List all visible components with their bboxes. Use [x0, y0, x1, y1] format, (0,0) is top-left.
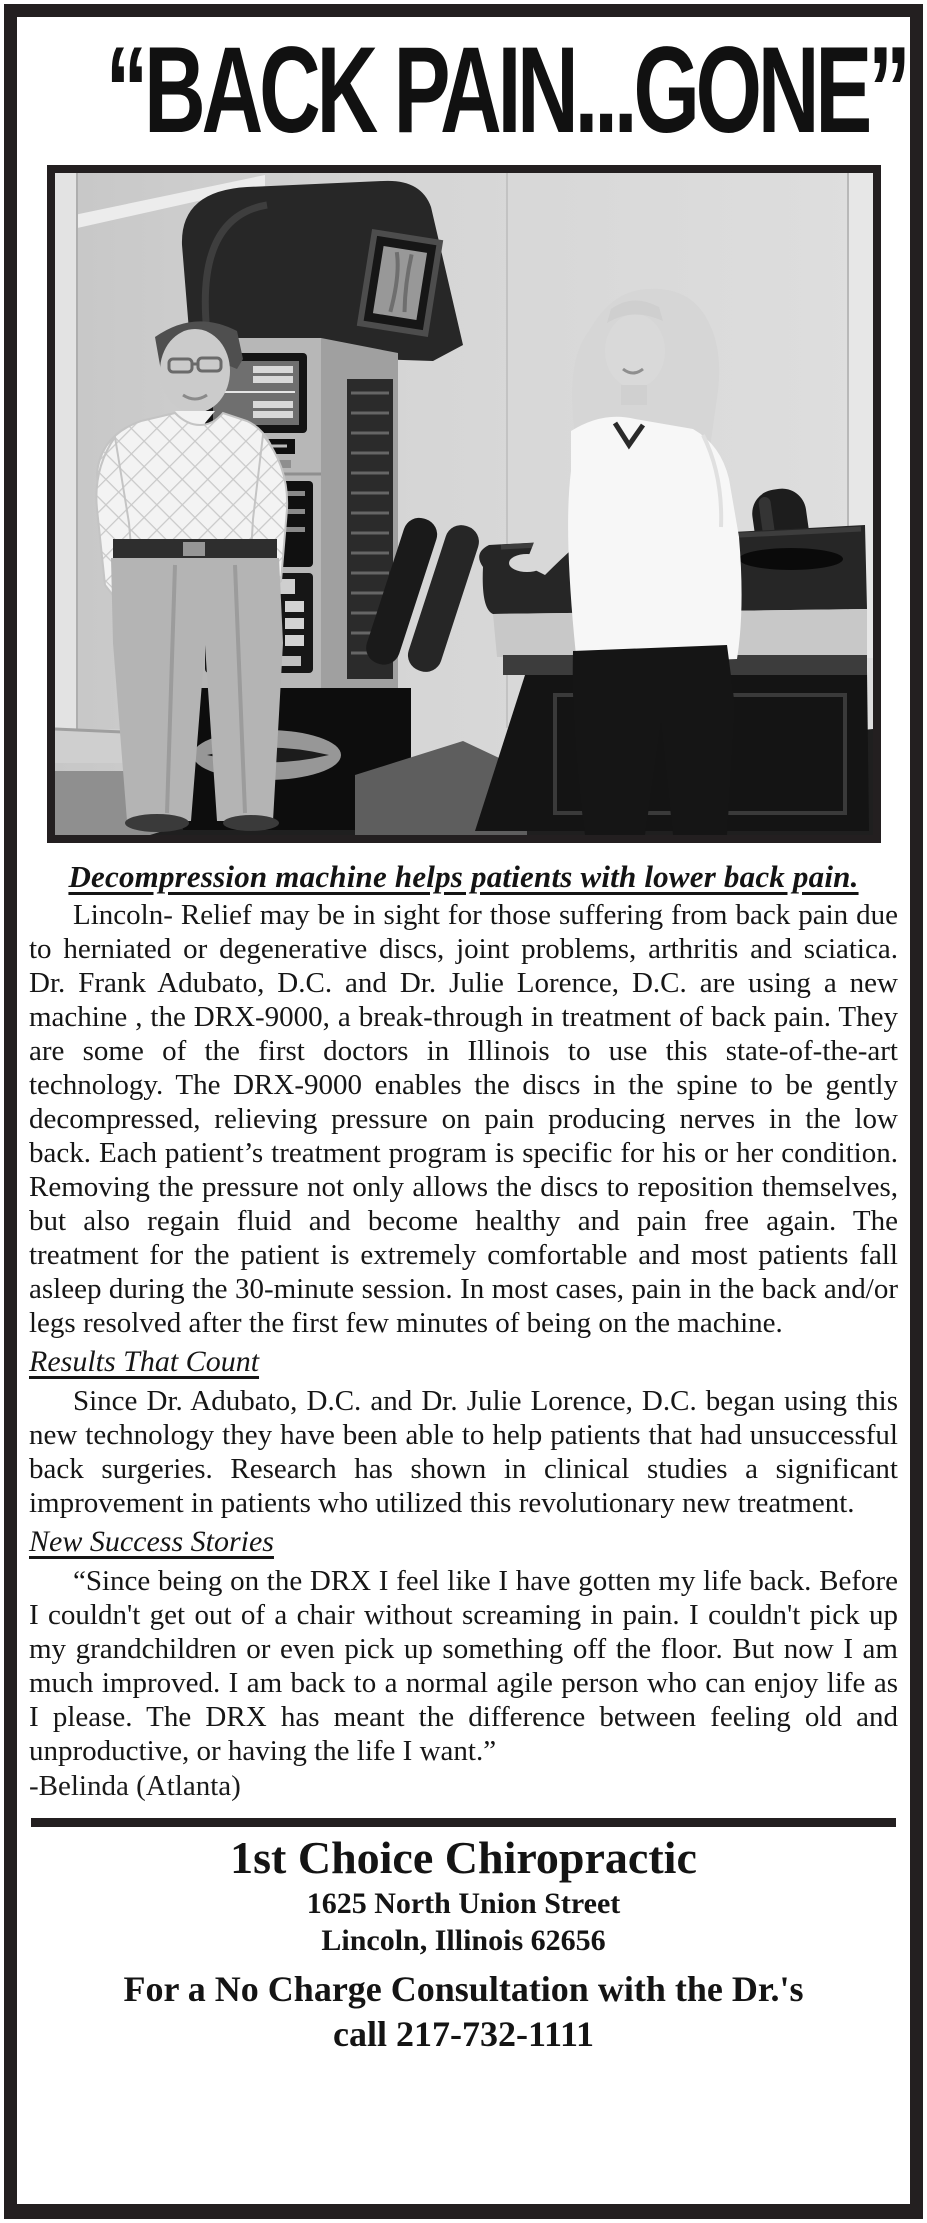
section-title-success: New Success Stories	[29, 1525, 274, 1558]
address-city: Lincoln, Illinois 62656	[321, 1924, 606, 1957]
left-door-frame	[55, 173, 77, 731]
woman-face	[605, 314, 665, 388]
woman-hand	[509, 554, 545, 572]
address-street: 1625 North Union Street	[306, 1887, 621, 1920]
phone-number: call 217-732-1111	[333, 2014, 594, 2054]
photo-caption: Decompression machine helps patients with lower back pain.	[68, 859, 859, 894]
article-paragraph-1: Lincoln- Relief may be in sight for those suffering from back pain due to herniated or degenerative discs, joint problems, arthritis and sciatica. Dr. Frank Adubato, D.C. and Dr. Julie Lorence, D.C. are using a new machine , the DRX-9000, a break-through in treatment of back pain. They are some of the first doctors in Illinois to use this state-of-the-art technology. The DRX-9000 enables the discs in the spine to be gently decompressed, relieving pressure on pain producing nerves in the low back. Each patient’s treatment program is specific for his or her condition. Removing the pressure not only allows the discs to reposition themselves, but also regain fluid and become healthy and pain free again. The treatment for the patient is extremely comfortable and most patients fall asleep during the 30-minute session. In most cases, pain in the back and/or legs resolved after the first few minutes of being on the machine.	[29, 899, 898, 1339]
consultation-offer: For a No Charge Consultation with the Dr.'s	[123, 1969, 804, 2009]
woman-top	[568, 417, 741, 665]
divider-rule	[31, 1818, 896, 1827]
article-paragraph-2: Since Dr. Adubato, D.C. and Dr. Julie Lorence, D.C. began using this new technology they have been able to help patients that had unsuccessful back surgeries. Research has shown in clinical studies a significant improvement in patients who utilized this revolutionary new treatment.	[29, 1385, 898, 1519]
headline: “BACK PAIN...GONE”	[105, 22, 907, 160]
man-shoe	[125, 814, 189, 832]
testimonial-attribution: -Belinda (Atlanta)	[29, 1770, 241, 1802]
ad-border-box	[4, 4, 923, 2219]
clinic-name: 1st Choice Chiropractic	[230, 1832, 697, 1883]
photo	[47, 165, 881, 843]
article-paragraph-3: “Since being on the DRX I feel like I have gotten my life back. Before I couldn't get out of a chair without screaming in pain. I couldn't pick up my grandchildren or even pick up something off the floor. But now I am much improved. I am back to a normal agile person who can enjoy life as I please. The DRX has meant the difference between feeling old and unproductive, or having the life I want.”	[29, 1565, 898, 1767]
photo-scene	[55, 173, 873, 835]
section-title-results: Results That Count	[29, 1345, 260, 1378]
head-xray-screen	[360, 232, 440, 333]
footer	[27, 1831, 900, 2057]
